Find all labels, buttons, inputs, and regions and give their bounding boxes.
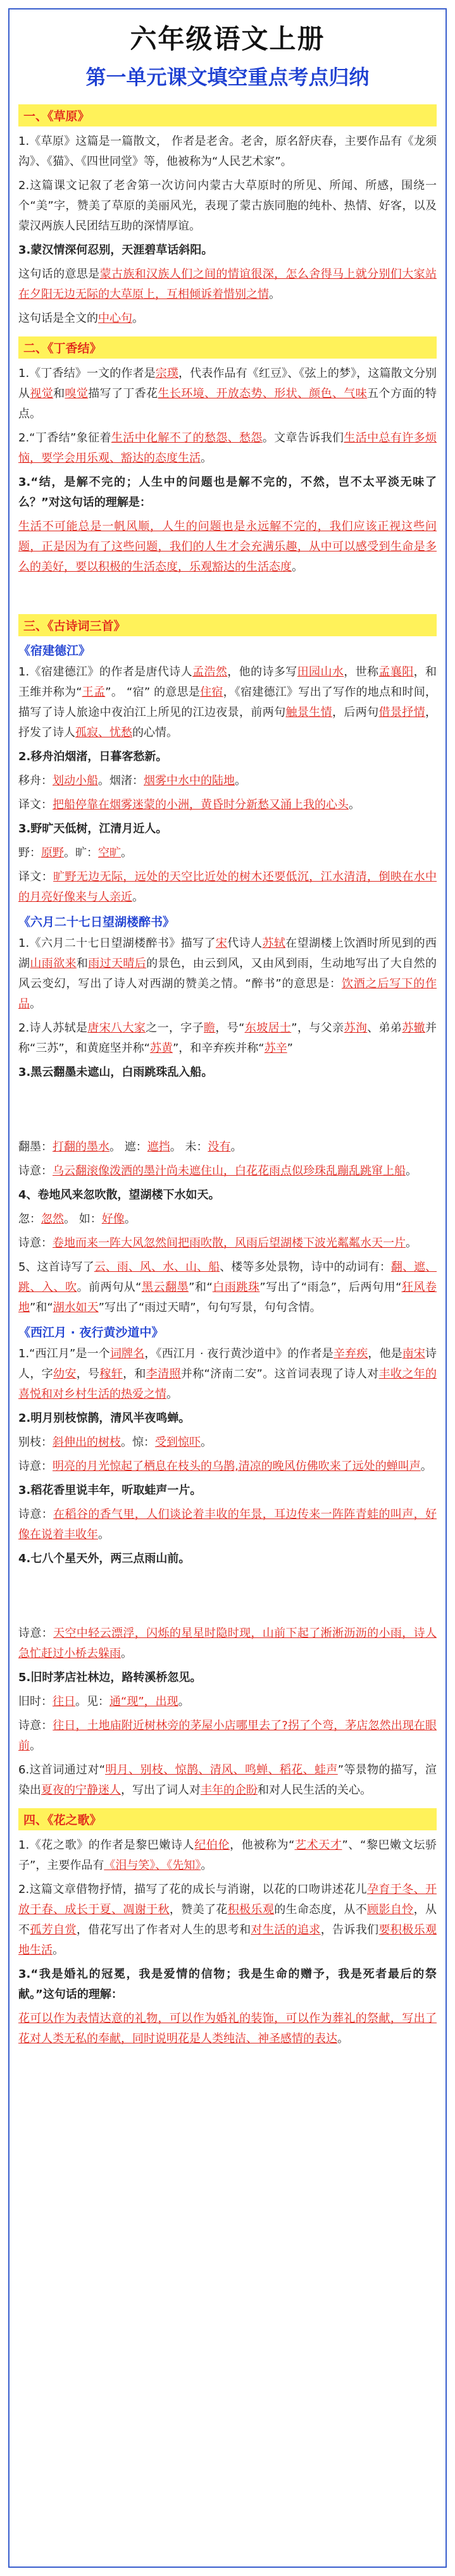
text-segment: 1.《丁香结》一文的作者是 (18, 367, 156, 380)
answer-text: 苏辛 (264, 1042, 287, 1055)
text-segment: 诗意： (18, 1460, 53, 1473)
text-segment: 并称“济南二安”。这首词表现了诗人对 (180, 1367, 379, 1381)
answer-text: 生活中总有许多烦恼，要学会用乐观、豁达的态度生活 (18, 431, 437, 465)
answer-text: 唐宋八大家 (87, 1021, 146, 1035)
answer-text: 卷地而来一阵大风忽然间把雨吹散，风雨后望湖楼下波光粼粼水天一片 (53, 1236, 406, 1250)
text-segment: 。 (98, 1528, 109, 1541)
text-segment: 。 (132, 312, 144, 325)
paragraph (18, 662, 437, 743)
text-segment: 。 (53, 1944, 64, 1957)
text-segment: 。 (201, 1859, 213, 1872)
answer-text: 稼轩 (99, 1367, 123, 1381)
text-segment: ”，和辛弃疾并称“ (172, 1042, 265, 1055)
text-segment: 1.“西江月”是一个 (18, 1347, 110, 1360)
paragraph (18, 132, 437, 172)
answer-text: 原野 (41, 846, 64, 860)
answer-text: 孕育于冬、开放于春、成长于夏、凋谢于秋 (18, 1883, 437, 1916)
text-segment: 。 如： (64, 1212, 102, 1226)
paragraph (18, 1161, 437, 1181)
paragraph (18, 1716, 437, 1756)
poem-line: 3.黑云翻墨未遮山，白雨跳珠乱入船。 (18, 1066, 213, 1079)
paragraph (18, 309, 437, 329)
text-segment: ，赞美了花 (169, 1903, 228, 1916)
text-segment: ，世称 (344, 665, 379, 679)
poem-subheading: 《宿建德江》 (18, 644, 91, 658)
answer-text: 明月、别枝、惊鹊、清风、鸣蝉、稻花、蛙声 (105, 1763, 338, 1777)
answer-text: 丰年的企盼 (201, 1784, 258, 1797)
text-segment: 。 (406, 1236, 417, 1250)
text-segment: 译文： (18, 798, 53, 811)
section-heading-gushici: 三、《古诗词三首》 (18, 614, 437, 636)
answer-text: 宗璞 (155, 367, 178, 380)
paragraph (18, 795, 437, 815)
answer-text: 云、雨、风、水、山、船 (94, 1260, 220, 1274)
answer-text: 纪伯伦 (194, 1839, 230, 1852)
answer-text: 受到惊吓 (155, 1436, 201, 1449)
text-segment: 。 (132, 891, 144, 904)
answer-text: 内蒙古大草原 (197, 179, 270, 192)
answer-text: 孟襄阳 (378, 665, 414, 679)
text-segment: 。 (420, 1460, 432, 1473)
paragraph (18, 1964, 437, 2005)
answer-text: 对生活的追求 (251, 1923, 321, 1937)
answer-text: 丰收之年的喜悦和对乡村生活的热爱之情 (18, 1367, 437, 1401)
answer-text: 王孟 (82, 686, 106, 699)
text-segment: 野： (18, 846, 41, 860)
text-segment: 代诗人 (227, 937, 263, 950)
text-segment: 1.《宿建德江》的作者是唐代诗人 (18, 665, 193, 679)
paragraph (18, 1209, 437, 1229)
text-segment: 1.《六月二十七日望湖楼醉书》描写了 (18, 937, 216, 950)
answer-text: 视觉 (30, 387, 54, 400)
answer-text: 积极乐观 (227, 1903, 275, 1916)
text-segment: ，借花写出了作者对人生的思考和 (76, 1923, 251, 1937)
text-segment: 。 (292, 560, 303, 574)
text-segment: 别枝： (18, 1436, 53, 1449)
text-segment: 。惊： (121, 1436, 155, 1449)
text-segment: 3.蒙汉情深何忍别，天涯碧草话斜阳。 (18, 243, 213, 257)
text-segment: 2.“丁香结”象征着 (18, 431, 111, 445)
answer-text: 翻、遮、跳、入、吹 (18, 1260, 437, 1294)
text-segment: 。 (124, 1212, 136, 1226)
text-segment: 移舟： (18, 774, 53, 787)
text-segment: 。 (280, 155, 292, 168)
answer-text: 通“现”，出现 (109, 1695, 178, 1708)
answer-text: 饮酒之后写下的作品 (18, 977, 437, 1011)
paragraph (18, 1233, 437, 1254)
paragraph (18, 1257, 437, 1318)
text-segment: 5、这首诗写了 (18, 1260, 94, 1274)
text-segment: 3.“我是婚礼的冠冕，我是爱情的信物；我是生命的赠予，我是死者最后的祭献。”这句话的理解： (18, 1968, 437, 2001)
text-segment: 2.诗人苏轼是 (18, 1021, 88, 1035)
paragraph (18, 364, 437, 424)
text-segment: 翻墨： (18, 1140, 53, 1154)
paragraph (18, 934, 437, 1014)
text-segment: 6.这首词通过对“ (18, 1763, 106, 1777)
answer-text: “人民艺术家” (212, 155, 281, 168)
text-segment: 的心情。 (132, 726, 178, 739)
answer-text: 舒庆春 (298, 135, 333, 148)
answer-text: 住宿 (200, 686, 223, 699)
answer-text: 苏轼 (262, 937, 286, 950)
answer-text: 蒙古族和汉族人们之间的情谊很深，怎么舍得马上就分别们大家站在夕阳无边无际的大草原上，互相倾诉着惜别之情 (18, 268, 437, 301)
text-segment: ” (287, 1042, 293, 1055)
answer-text: 孤寂、忧愁 (75, 726, 132, 739)
text-segment: ，他被称为“ (230, 1839, 295, 1852)
text-segment: 。 (235, 774, 246, 787)
answer-text: 往日 (53, 1695, 75, 1708)
text-segment: ，号 (76, 1367, 100, 1381)
answer-text: 好像 (101, 1212, 125, 1226)
text-segment: ，和王维并称为“ (18, 665, 437, 699)
text-segment: 。 (121, 1647, 132, 1660)
text-segment: 和 (76, 957, 89, 970)
answer-text: 孟浩然 (192, 665, 228, 679)
answer-text: 借景抒情 (378, 706, 426, 719)
text-segment: ”写出了“雨急”，后两句用“ (259, 1281, 402, 1294)
answer-text: 生活中化解不了的愁怨、愁怨 (111, 431, 263, 445)
text-segment: 、弟弟 (367, 1021, 402, 1035)
answer-text: 词牌名 (109, 1347, 145, 1360)
answer-text: 瞻 (204, 1021, 216, 1035)
text-segment: 。文章告诉我们 (262, 431, 344, 445)
answer-text: 黑云翻墨 (141, 1281, 189, 1294)
answer-text: 天空中轻云漂浮，闪烁的星星时隐时现，山前下起了淅淅沥沥的小雨，诗人急忙赶过小桥去躲雨 (18, 1627, 437, 1660)
text-segment: ，后两句 (332, 706, 379, 719)
text-segment: 。 (30, 997, 41, 1011)
text-segment: 。 (121, 846, 132, 860)
text-segment: ，他的诗多写 (227, 665, 297, 679)
text-segment: ，以及蒙汉两族人民 (18, 199, 437, 233)
text-segment: 和对人民生活的关心。 (258, 1784, 371, 1797)
poem-line: 2.明月别枝惊鹊，清风半夜鸣蝉。 (18, 1412, 190, 1425)
text-segment: 。 (178, 1695, 190, 1708)
answer-text: 空旷 (98, 846, 121, 860)
text-segment: ，抒发了诗人 (18, 706, 437, 739)
paragraph (18, 240, 437, 261)
paragraph (18, 867, 437, 908)
text-segment: 1.《花之歌》的作者是黎巴嫩诗人 (18, 1839, 195, 1852)
text-segment: 诗人，字 (18, 1347, 437, 1381)
text-segment: 。前两句从“ (77, 1281, 142, 1294)
text-segment: 。旷： (64, 846, 98, 860)
answer-text: 苏辙 (402, 1021, 426, 1035)
poem-subheading: 《西江月 · 夜行黄沙道中》 (18, 1326, 164, 1340)
text-segment: 。 (406, 1164, 417, 1178)
text-segment: 。 (201, 452, 212, 465)
paragraph (18, 843, 437, 863)
text-segment: 和 (53, 387, 65, 400)
paragraph (18, 1760, 437, 1801)
answer-text: 生长环境、开放态势、形状、颜色、气味 (158, 387, 368, 400)
text-segment: ”字，赞美了草原的美丽风光，表现了蒙古族同胞的 (47, 199, 309, 213)
text-segment: 2.这篇文章借物抒情，描写了花的成长与消谢，以花的口吻讲述花儿 (18, 1883, 368, 1896)
page-subtitle: 第一单元课文填空重点考点归纳 (85, 65, 370, 89)
paragraph (18, 176, 437, 237)
answer-text: 《泪与笑》、《先知》 (104, 1859, 201, 1872)
answer-text: 烟雾中水中的陆地 (144, 774, 235, 787)
text-segment: 。 (30, 1739, 41, 1753)
answer-text: 要积极乐观地生活 (18, 1923, 437, 1957)
text-segment: 的深情厚谊。 (132, 219, 201, 233)
answer-text: 纯朴、热情、好客 (309, 199, 402, 213)
answer-text: 南宋 (402, 1347, 426, 1360)
answer-text: 没有 (208, 1140, 231, 1154)
paragraph (18, 1433, 437, 1453)
text-segment: ，《宿建德江》写出了写作的地点和时间，描写了诗人旅途中夜泊江上所见的江边夜景，前两句 (18, 686, 437, 719)
text-segment: 在望湖楼上饮酒时所见到的西湖 (18, 937, 437, 970)
text-segment: 忽： (18, 1212, 41, 1226)
text-segment: 。 (230, 1140, 242, 1154)
answer-text: 宋 (215, 937, 228, 950)
answer-text: 《龙须沟》、《猫》、《四世同堂》 (18, 135, 437, 168)
answer-text: 辛弃疾 (333, 1347, 368, 1360)
text-segment: 的景色，由云到风，又由风到雨，生动地写出了大自然的风云变幻，写出了诗人对西湖的赞美之情。“醉书”的意思是： (18, 957, 437, 990)
text-segment: 等，他被称为 (144, 155, 212, 168)
text-segment: ”、“黎巴嫩文坛骄子”，主要作品有 (18, 1839, 437, 1872)
answer-paragraph (18, 2009, 437, 2049)
answer-text: 苏黄 (149, 1042, 173, 1055)
text-segment: 诗意： (18, 1719, 53, 1732)
paragraph (18, 428, 437, 469)
answer-text: 往日，土地庙附近树林旁的茅屋小店哪里去了?拐了个弯，茅店忽然出现在眼前 (18, 1719, 437, 1753)
text-segment: ”写出了“雨过天晴”，句句写景，句句含情。 (98, 1301, 321, 1314)
text-segment: ”。 “宿” 的意思是 (105, 686, 201, 699)
text-segment: 诗意： (18, 1164, 53, 1178)
text-segment: 。见： (75, 1695, 109, 1708)
document-page (8, 8, 447, 2568)
answer-text: 苏洵 (344, 1021, 368, 1035)
text-segment: 。 (349, 798, 360, 811)
text-segment: 。烟渚： (98, 774, 144, 787)
poem-line: 2.移舟泊烟渚，日暮客愁新。 (18, 750, 168, 763)
text-segment: ，从不 (18, 1903, 437, 1937)
text-segment: ，写出了词人对 (121, 1784, 201, 1797)
text-segment: 诗意： (18, 1627, 54, 1640)
answer-text: 中心句 (98, 312, 132, 325)
text-segment: ，他是 (368, 1347, 402, 1360)
text-segment: 。 遮： (109, 1140, 147, 1154)
answer-text: 东坡居士 (244, 1021, 292, 1035)
answer-text: 顾影自怜 (367, 1903, 414, 1916)
text-segment: 描写了丁香花 (88, 387, 158, 400)
text-segment: ”等景物的描写，渲染出 (18, 1763, 437, 1797)
answer-text: 田园山水 (297, 665, 344, 679)
answer-paragraph (18, 517, 437, 577)
paragraph (18, 1692, 437, 1712)
text-segment: 时的所见、所闻、所感，围绕一个“ (18, 179, 437, 213)
text-segment: 1.《草原》这篇是一篇散文， 作者是 (18, 135, 206, 148)
paragraph (18, 472, 437, 513)
answer-text: 在稻谷的香气里，人们谈论着丰收的年景，耳边传来一阵阵青蛙的叫声，好像在说着丰收年 (18, 1508, 437, 1541)
paragraph (18, 1137, 437, 1157)
text-segment: 诗意： (18, 1236, 53, 1250)
answer-text: 把船停靠在烟雾迷蒙的小洲，黄昏时分新愁又涌上我的心头 (53, 798, 349, 811)
poem-line: 3.稻花香里说丰年，听取蛙声一片。 (18, 1484, 202, 1497)
text-segment: 并称“三苏”，和黄庭坚并称“ (18, 1021, 437, 1055)
text-segment: ”和“ (30, 1301, 53, 1314)
answer-text: 狂风卷地 (18, 1281, 437, 1314)
paragraph (18, 1457, 437, 1477)
answer-text: 艺术天才 (294, 1839, 342, 1852)
text-segment: 诗意： (18, 1508, 54, 1521)
answer-text: 乌云翻滚像泼洒的墨汁尚未遮住山，白花花雨点似珍珠乱蹦乱跳窜上船 (53, 1164, 406, 1178)
text-segment: 2.这篇课文记叙了老舍第一次访问 (18, 179, 198, 192)
answer-text: 生活不可能总是一帆风顺，人生的问题也是永远解不完的，我们应该正视这些问题，正是因为有了这些问题，我们的人生才会充满乐趣，从中可以感受到生命是多么的美好，要以积极的生活态度，乐观豁达的生活态度 (18, 520, 437, 574)
text-segment: 之一，字子 (146, 1021, 204, 1035)
text-segment: ，和 (123, 1367, 146, 1381)
text-segment: 旧时： (18, 1695, 53, 1708)
answer-text: 划动小船 (53, 774, 98, 787)
text-segment: 。 未： (170, 1140, 208, 1154)
paragraph (18, 1835, 437, 1876)
section-heading-dingxiangjie: 二、《丁香结》 (18, 336, 437, 359)
text-segment: ”和“ (189, 1281, 213, 1294)
page-title: 六年级语文上册 (130, 23, 325, 54)
paragraph (18, 1624, 437, 1664)
poem-line: 4、卷地风来忽吹散，望湖楼下水如天。 (18, 1188, 220, 1202)
answer-text: 幼安 (53, 1367, 77, 1381)
poem-line: 4.七八个星天外，两三点雨山前。 (18, 1552, 190, 1565)
text-segment: 译文： (18, 870, 54, 884)
answer-text: 旷野无边无际，远处的天空比近处的树木还要低沉，江水清清，倒映在水中的月亮好像来与人亲近 (18, 870, 437, 904)
answer-text: 白雨跳珠 (212, 1281, 260, 1294)
paragraph (18, 771, 437, 791)
answer-text: 夏夜的宁静迷人 (41, 1784, 121, 1797)
text-segment: 。 (269, 288, 280, 301)
text-segment: 。 (337, 2032, 349, 2045)
answer-text: 团结互助 (87, 219, 132, 233)
answer-text: 花可以作为表情达意的礼物，可以作为婚礼的装饰，可以作为葬礼的祭献，写出了花对人类无私的奉献，同时说明花是人类纯洁、神圣感情的表达 (18, 2012, 437, 2045)
text-segment: 这句话是全文的 (18, 312, 98, 325)
answer-text: 美 (35, 199, 48, 213)
answer-text: 打翻的墨水 (53, 1140, 109, 1154)
text-segment: ，主要作品有 (333, 135, 402, 148)
text-segment: ，《西江月 · 夜行黄沙道中》的作者是 (144, 1347, 333, 1360)
paragraph (18, 264, 437, 305)
answer-text: 孤芳自赏 (30, 1923, 77, 1937)
answer-text: 山雨欲来 (30, 957, 77, 970)
answer-text: 遮挡 (147, 1140, 170, 1154)
text-segment: ，号“ (215, 1021, 245, 1035)
text-segment: 的生命态度，从不 (274, 1903, 368, 1916)
text-segment: ”，与父亲 (291, 1021, 344, 1035)
text-segment: ，代表作品有《红豆》、《弦上的梦》，这篇散文分别从 (18, 367, 437, 400)
text-segment: 。 (201, 1436, 212, 1449)
text-segment: 、楼等多处景物，诗中的动词有： (220, 1260, 391, 1274)
poem-line: 5.旧时茅店社林边，路转溪桥忽见。 (18, 1671, 202, 1684)
text-segment: 。老舍，原名 (229, 135, 299, 148)
paragraph (18, 1505, 437, 1545)
answer-text: 老舍 (206, 135, 230, 148)
answer-text: 雨过天晴后 (88, 957, 147, 970)
text-segment: ，告诉我们 (320, 1923, 379, 1937)
text-segment: 这句话的意思是 (18, 268, 100, 281)
text-segment: 五个方面的特点。 (18, 387, 437, 421)
paragraph (18, 1880, 437, 1961)
paragraph (18, 1018, 437, 1059)
answer-text: 触景生情 (285, 706, 333, 719)
poem-line: 3.野旷天低树，江清月近人。 (18, 822, 168, 835)
paragraph (18, 1344, 437, 1405)
answer-text: 嗅觉 (65, 387, 89, 400)
poem-subheading: 《六月二十七日望湖楼醉书》 (18, 915, 175, 929)
answer-text: 李清照 (146, 1367, 181, 1381)
section-heading-caoyuan: 一、《草原》 (18, 104, 437, 126)
answer-text: 明亮的月光惊起了栖息在枝头的乌鹊,清凉的晚风仿佛吹来了远处的蝉叫声 (53, 1460, 421, 1473)
section-heading-huazhige: 四、《花之歌》 (18, 1808, 437, 1830)
answer-text: 忽然 (41, 1212, 64, 1226)
text-segment: 3.“结，是解不完的；人生中的问题也是解不完的，不然，岂不太平淡无味了么？”对这句话的理解是： (18, 476, 437, 509)
answer-text: 湖水如天 (53, 1301, 99, 1314)
answer-text: 斜伸出的树枝 (53, 1436, 121, 1449)
text-segment: 。 (166, 1388, 178, 1401)
